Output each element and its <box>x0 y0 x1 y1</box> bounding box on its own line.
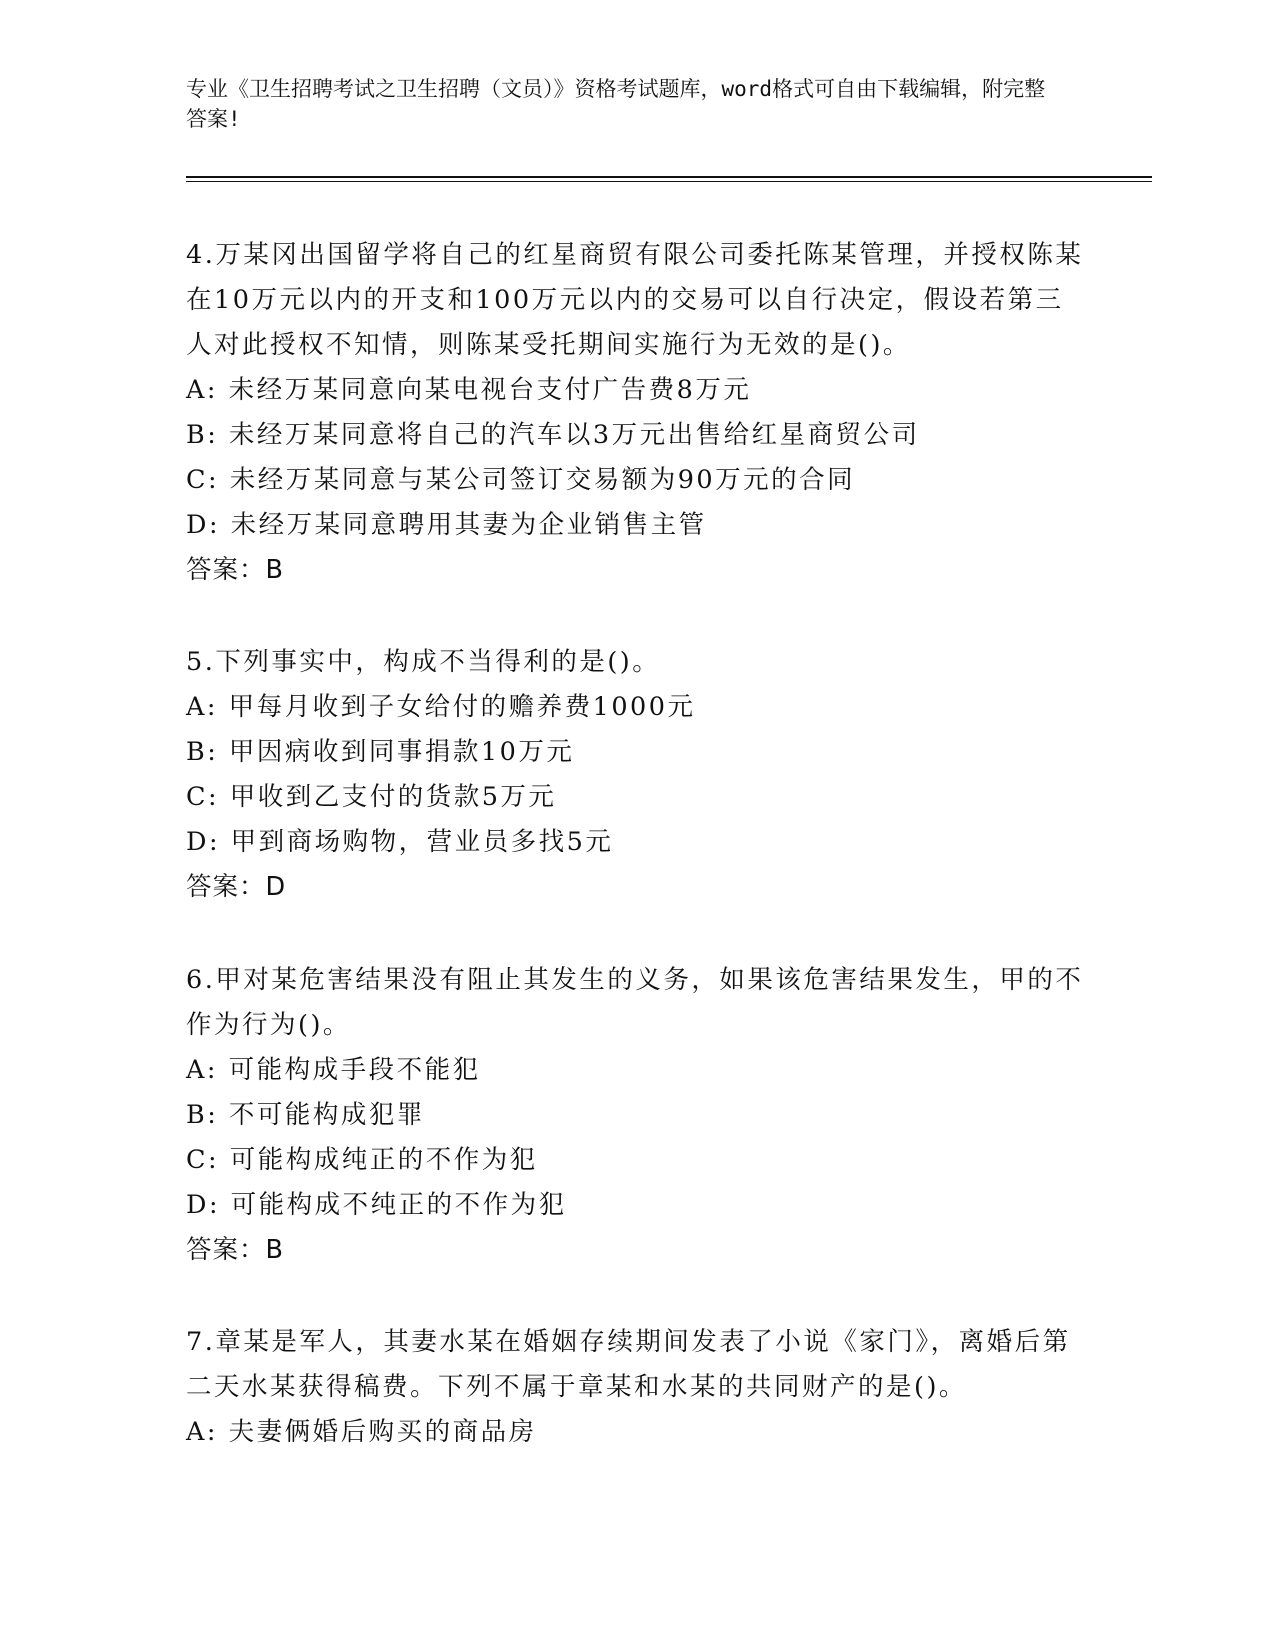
question-stem: 4.万某冈出国留学将自己的红星商贸有限公司委托陈某管理，并授权陈某在10万元以内的开支和100万元以内的交易可以自行决定，假设若第三人对此授权不知情，则陈某受托期间实施行为无效的是()。 <box>186 240 1084 360</box>
option-a: A: 甲每月收到子女给付的赡养费1000元 <box>186 692 696 722</box>
question-7 <box>186 1320 1086 1455</box>
question-stem: 6.甲对某危害结果没有阻止其发生的义务，如果该危害结果发生，甲的不作为行为()。 <box>186 965 1084 1040</box>
question-stem: 7.章某是军人，其妻水某在婚姻存续期间发表了小说《家门》，离婚后第二天水某获得稿费。下列不属于章某和水某的共同财产的是()。 <box>186 1327 1071 1402</box>
answer-line: 答案：D <box>186 872 287 902</box>
option-a: A: 可能构成手段不能犯 <box>186 1055 481 1085</box>
answer-line: 答案：B <box>186 555 284 585</box>
option-d: D: 未经万某同意聘用其妻为企业销售主管 <box>186 510 707 540</box>
question-6 <box>186 958 1086 1273</box>
option-b: B: 不可能构成犯罪 <box>186 1100 425 1130</box>
option-a: A: 未经万某同意向某电视台支付广告费8万元 <box>186 375 752 405</box>
option-c: C: 可能构成纯正的不作为犯 <box>186 1145 538 1175</box>
option-a: A: 夫妻俩婚后购买的商品房 <box>186 1417 537 1447</box>
question-5 <box>186 640 1086 910</box>
option-d: D: 甲到商场购物，营业员多找5元 <box>186 827 614 857</box>
question-4 <box>186 233 1086 593</box>
option-b: B: 甲因病收到同事捐款10万元 <box>186 737 575 767</box>
header-divider-thin <box>186 181 1152 182</box>
option-c: C: 未经万某同意与某公司签订交易额为90万元的合同 <box>186 465 856 495</box>
header-divider <box>186 176 1152 178</box>
option-d: D: 可能构成不纯正的不作为犯 <box>186 1190 567 1220</box>
question-stem: 5.下列事实中，构成不当得利的是()。 <box>186 647 661 677</box>
option-b: B: 未经万某同意将自己的汽车以3万元出售给红星商贸公司 <box>186 420 920 450</box>
answer-line: 答案：B <box>186 1235 284 1265</box>
option-c: C: 甲收到乙支付的货款5万元 <box>186 782 557 812</box>
document-header: 专业《卫生招聘考试之卫生招聘（文员）》资格考试题库，word格式可自由下载编辑，附完整答案! <box>186 77 1046 131</box>
